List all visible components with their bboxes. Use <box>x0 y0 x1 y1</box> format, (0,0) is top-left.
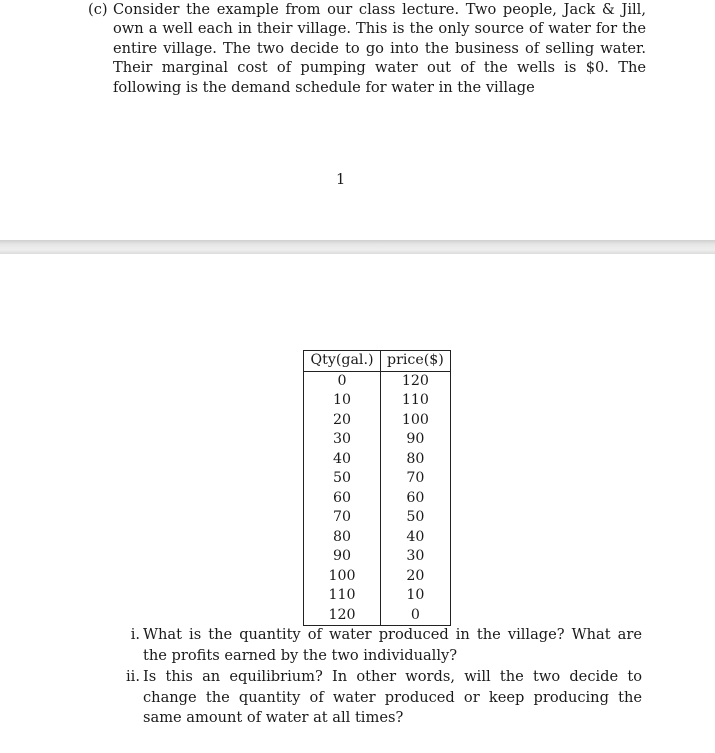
table-row <box>304 586 451 606</box>
table-row <box>304 508 451 528</box>
price-cell: 40 <box>381 528 451 548</box>
part-c-label: (c) <box>88 1 108 18</box>
page-2 <box>0 254 715 753</box>
demand-schedule-table <box>303 350 451 626</box>
table-row <box>304 567 451 587</box>
page-1 <box>0 0 715 240</box>
price-cell: 30 <box>381 547 451 567</box>
question-ii <box>116 667 642 729</box>
table-row <box>304 469 451 489</box>
price-cell: 10 <box>381 586 451 606</box>
table-header-row <box>304 351 451 372</box>
qty-cell: 40 <box>304 450 381 470</box>
qty-cell: 90 <box>304 547 381 567</box>
qty-column-header: Qty(gal.) <box>304 351 381 372</box>
table-row <box>304 547 451 567</box>
qty-cell: 20 <box>304 411 381 431</box>
page-separator <box>0 240 715 254</box>
price-cell: 50 <box>381 508 451 528</box>
qty-cell: 60 <box>304 489 381 509</box>
qty-cell: 100 <box>304 567 381 587</box>
part-c-text: Consider the example from our class lecture. Two people, Jack & Jill, own a well each in their village. This is the only source of water for the entire village. The two decide to go into the business of selling water. Their marginal cost of pumping water out of the wells is $0. The following is the demand schedule for water in the village <box>113 1 646 96</box>
question-i <box>116 625 642 666</box>
price-cell: 120 <box>381 371 451 391</box>
price-cell: 80 <box>381 450 451 470</box>
price-cell: 70 <box>381 469 451 489</box>
qty-cell: 70 <box>304 508 381 528</box>
question-number: i. <box>130 626 140 643</box>
price-cell: 60 <box>381 489 451 509</box>
price-cell: 0 <box>381 606 451 626</box>
question-text: Is this an equilibrium? In other words, will the two decide to change the quantity of water produced or keep producing the same amount of water at all times? <box>143 668 642 726</box>
demand-table-body <box>304 371 451 626</box>
question-text: What is the quantity of water produced in the village? What are the profits earned by the two individually? <box>143 626 642 664</box>
table-row <box>304 391 451 411</box>
page-number: 1 <box>336 171 346 188</box>
question-number: ii. <box>126 668 140 685</box>
table-row <box>304 371 451 391</box>
table-row <box>304 450 451 470</box>
table-row <box>304 528 451 548</box>
qty-cell: 30 <box>304 430 381 450</box>
qty-cell: 10 <box>304 391 381 411</box>
price-cell: 20 <box>381 567 451 587</box>
qty-cell: 120 <box>304 606 381 626</box>
question-list <box>116 625 642 730</box>
qty-cell: 50 <box>304 469 381 489</box>
price-column-header: price($) <box>381 351 451 372</box>
table-row <box>304 489 451 509</box>
price-cell: 110 <box>381 391 451 411</box>
table-row <box>304 411 451 431</box>
price-cell: 100 <box>381 411 451 431</box>
price-cell: 90 <box>381 430 451 450</box>
table-row <box>304 606 451 626</box>
qty-cell: 110 <box>304 586 381 606</box>
qty-cell: 0 <box>304 371 381 391</box>
part-c-paragraph <box>88 0 646 97</box>
qty-cell: 80 <box>304 528 381 548</box>
table-row <box>304 430 451 450</box>
